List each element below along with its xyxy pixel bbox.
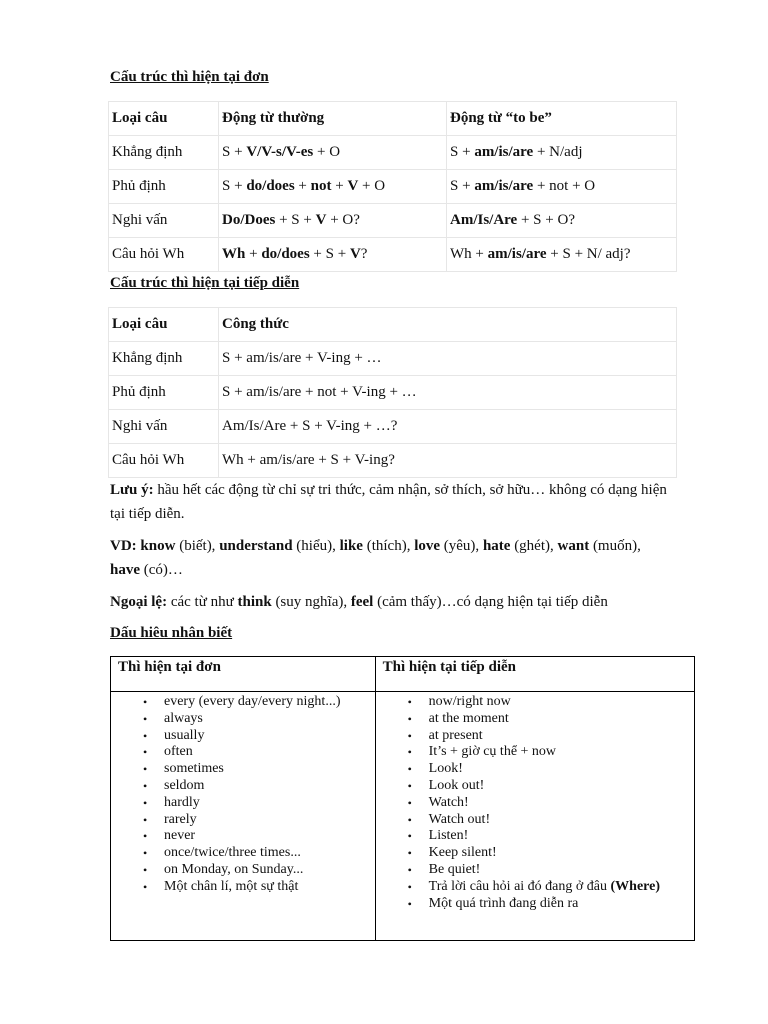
list-item	[376, 711, 694, 728]
header-sentence-type: Loại câu	[109, 308, 219, 342]
signal-words-table	[110, 656, 695, 941]
text-segment: Watch out!	[428, 811, 491, 827]
list-item: • often	[111, 744, 375, 761]
text-segment: do/does	[261, 246, 310, 262]
text-segment: V/V-s/V-es	[246, 144, 314, 160]
formula-cell: Wh + am/is/are + S + V-ing?	[219, 444, 677, 478]
text-segment: S +	[222, 144, 247, 160]
text-segment: + S +	[309, 246, 350, 262]
header-to-be: Động từ “to be”	[447, 102, 677, 136]
header-regular-verb: Động từ thường	[219, 102, 447, 136]
list-item	[376, 744, 694, 761]
present-continuous-signal-list	[376, 694, 694, 912]
list-item	[376, 778, 694, 795]
text-segment: + S + O?	[517, 212, 575, 228]
table-row	[109, 204, 677, 238]
text-segment: (muốn),	[589, 538, 641, 554]
sentence-type-cell: Nghi vấn	[109, 204, 219, 238]
list-item	[376, 862, 694, 879]
list-item	[376, 879, 694, 896]
text-segment: at present	[428, 727, 483, 743]
text-segment: (suy nghĩa),	[271, 594, 351, 610]
text-segment: (biết),	[175, 538, 220, 554]
sentence-type-cell: Khẳng định	[109, 136, 219, 170]
text-segment: (thích),	[362, 538, 415, 554]
table-row	[109, 342, 677, 376]
text-segment: Lưu ý:	[110, 482, 154, 498]
text-segment: V	[315, 212, 327, 228]
text-segment: Be quiet!	[428, 861, 481, 877]
header-sentence-type: Loại câu	[109, 102, 219, 136]
list-item: • on Monday, on Sunday...	[111, 862, 375, 879]
text-segment: understand	[219, 538, 293, 554]
text-segment: Keep silent!	[428, 845, 497, 861]
table-row	[109, 170, 677, 204]
text-segment: S +	[222, 178, 247, 194]
text-segment: VD:	[110, 538, 141, 554]
note-paragraph	[110, 478, 670, 526]
text-segment: + O?	[326, 212, 360, 228]
exception-paragraph	[110, 590, 670, 614]
sentence-type-cell: Phủ định	[109, 170, 219, 204]
text-segment: V	[349, 246, 361, 262]
text-segment: +	[294, 178, 311, 194]
header-simple-present: Thì hiện tại đơn	[111, 657, 376, 692]
sentence-type-cell: Nghi vấn	[109, 410, 219, 444]
list-item: • hardly	[111, 795, 375, 812]
simple-present-signals-cell	[111, 692, 376, 941]
list-item: • never	[111, 828, 375, 845]
list-item: • usually	[111, 728, 375, 745]
regular-verb-formula-cell	[219, 136, 447, 170]
text-segment: (Where)	[610, 878, 661, 894]
formula-cell: Am/Is/Are + S + V-ing + …?	[219, 410, 677, 444]
text-segment: (hiểu),	[292, 538, 340, 554]
present-continuous-signals-cell	[375, 692, 694, 941]
text-segment: Wh +	[450, 246, 488, 262]
table-header-row	[109, 308, 677, 342]
table-row	[109, 410, 677, 444]
list-item	[376, 896, 694, 913]
list-item	[376, 828, 694, 845]
list-item: • once/twice/three times...	[111, 845, 375, 862]
text-segment: Look out!	[428, 777, 485, 793]
text-segment: + S + N/ adj?	[546, 246, 631, 262]
text-segment: have	[110, 562, 140, 578]
text-segment: like	[339, 538, 363, 554]
to-be-formula-cell	[447, 204, 677, 238]
list-item: • seldom	[111, 778, 375, 795]
text-segment: S +	[450, 144, 475, 160]
sentence-type-cell: Khẳng định	[109, 342, 219, 376]
table-header-row	[111, 657, 695, 692]
text-segment: +	[331, 178, 348, 194]
text-segment: Trả lời câu hỏi ai đó đang ở đâu	[428, 878, 611, 894]
table-row	[109, 136, 677, 170]
list-item	[376, 761, 694, 778]
text-segment: các từ như	[167, 594, 238, 610]
table-header-row	[109, 102, 677, 136]
list-item: • every (every day/every night...)	[111, 694, 375, 711]
list-item	[376, 694, 694, 711]
text-segment: at the moment	[428, 710, 509, 726]
list-item: • Một chân lí, một sự thật	[111, 879, 375, 896]
to-be-formula-cell	[447, 170, 677, 204]
text-segment: +	[245, 246, 262, 262]
present-continuous-structure-table	[108, 307, 677, 478]
list-item	[376, 728, 694, 745]
text-segment: + N/adj	[533, 144, 583, 160]
text-segment: Am/Is/Are	[450, 212, 518, 228]
list-item	[376, 845, 694, 862]
text-segment: am/is/are	[474, 144, 534, 160]
list-item	[376, 812, 694, 829]
signal-words-row	[111, 692, 695, 941]
text-segment: (yêu),	[440, 538, 483, 554]
list-item: • always	[111, 711, 375, 728]
text-segment: + O	[358, 178, 386, 194]
text-segment: am/is/are	[487, 246, 547, 262]
sentence-type-cell: Phủ định	[109, 376, 219, 410]
sentence-type-cell: Câu hỏi Wh	[109, 238, 219, 272]
regular-verb-formula-cell	[219, 204, 447, 238]
regular-verb-formula-cell	[219, 238, 447, 272]
section-title-signs: Dấu hiêu nhân biết	[110, 625, 233, 641]
text-segment: am/is/are	[474, 178, 534, 194]
text-segment: Look!	[428, 761, 463, 777]
text-segment: V	[347, 178, 359, 194]
text-segment: hầu hết các động từ chỉ sự tri thức, cảm nhận, sở thích, sở hữu… không có dạng hiện tại tiếp diễn.	[110, 482, 667, 522]
to-be-formula-cell	[447, 238, 677, 272]
regular-verb-formula-cell	[219, 170, 447, 204]
text-segment: + O	[313, 144, 341, 160]
list-item	[376, 795, 694, 812]
text-segment: (có)…	[140, 562, 183, 578]
text-segment: Một quá trình đang diễn ra	[428, 895, 579, 911]
text-segment: Wh	[222, 246, 246, 262]
table-row	[109, 376, 677, 410]
text-segment: love	[414, 538, 441, 554]
text-segment: S +	[450, 178, 475, 194]
text-segment: Watch!	[428, 794, 469, 810]
text-segment: want	[557, 538, 590, 554]
text-segment: feel	[350, 594, 374, 610]
simple-present-structure-table	[108, 101, 677, 272]
section-title-simple-present: Cấu trúc thì hiện tại đơn	[110, 69, 269, 85]
to-be-formula-cell	[447, 136, 677, 170]
text-segment: hate	[482, 538, 511, 554]
formula-cell: S + am/is/are + not + V-ing + …	[219, 376, 677, 410]
table-row	[109, 238, 677, 272]
text-segment: + not + O	[533, 178, 596, 194]
text-segment: It’s + giờ cụ thể + now	[428, 744, 557, 760]
example-paragraph	[110, 534, 670, 582]
table-row	[109, 444, 677, 478]
formula-cell: S + am/is/are + V-ing + …	[219, 342, 677, 376]
sentence-type-cell: Câu hỏi Wh	[109, 444, 219, 478]
text-segment: know	[140, 538, 176, 554]
text-segment: not	[310, 178, 332, 194]
text-segment: Ngoại lệ:	[110, 594, 168, 610]
text-segment: do/does	[246, 178, 295, 194]
text-segment: ?	[360, 246, 368, 262]
text-segment: now/right now	[428, 694, 511, 709]
text-segment: Do/Does	[222, 212, 276, 228]
section-title-present-continuous: Cấu trúc thì hiện tại tiếp diễn	[110, 275, 300, 291]
text-segment: think	[237, 594, 272, 610]
header-formula: Công thức	[219, 308, 677, 342]
simple-present-signal-list	[111, 694, 375, 896]
list-item: • sometimes	[111, 761, 375, 778]
text-segment: (ghét),	[510, 538, 558, 554]
text-segment: (cảm thấy)…có dạng hiện tại tiếp diễn	[373, 594, 608, 610]
text-segment: + S +	[275, 212, 316, 228]
text-segment: Listen!	[428, 828, 469, 844]
header-present-continuous: Thì hiện tại tiếp diễn	[375, 657, 694, 692]
list-item: • rarely	[111, 812, 375, 829]
